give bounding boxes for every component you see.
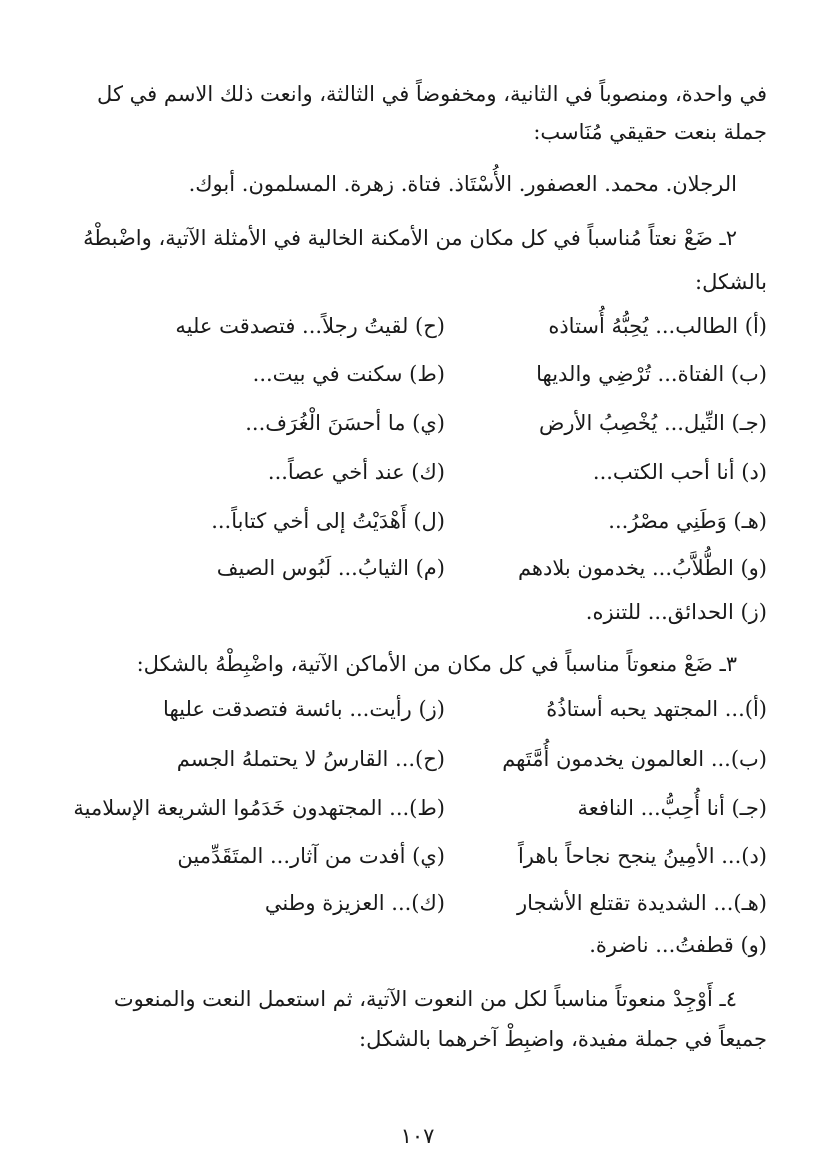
page-number: ١٠٧: [400, 1124, 435, 1148]
exercise-3-row: [67, 840, 767, 872]
exercise-2-item: (د) أنا أحب الكتب...: [592, 460, 767, 484]
exercise-3-item: (ي) أفدت من آثار... المتَقَدِّمين: [177, 844, 445, 868]
exercise-3-item: (و) قطفتُ... ناضرة.: [589, 933, 767, 957]
exercise-3-item: (جـ) أنا أُحِبُّ... النافعة: [577, 796, 767, 820]
exercise-4-line-1: ٤ـ أَوْجِدْ منعوتاً مناسباً لكل من النعوت الآتية، ثم استعمل النعت والمنعوت: [113, 987, 737, 1011]
exercise-2-row: [67, 552, 767, 584]
exercise-3-item: (هـ)... الشديدة تقتلع الأشجار: [517, 891, 767, 915]
exercise-2-row: [67, 505, 767, 537]
exercise-2-item: (ز) الحدائق... للتنزه.: [585, 600, 767, 624]
exercise-3-heading: ٣ـ ضَعْ منعوتاً مناسباً في كل مكان من الأماكن الآتية، واضْبِطْهُ بالشكل:: [136, 652, 737, 676]
exercise-3-item: (د)... الأمِينُ ينجح نجاحاً باهراً: [517, 844, 767, 868]
exercise-4-line-2: جميعاً في جملة مفيدة، واضبِطْ آخرهما بالشكل:: [359, 1027, 767, 1051]
exercise-2-item: (ي) ما أحسَنَ الْغُرَف...: [245, 411, 445, 435]
exercise-3-item: (ح)... القارسُ لا يحتملهُ الجسم: [176, 747, 445, 771]
exercise-3-item: (ك)... العزيزة وطني: [264, 891, 445, 915]
exercise-3-row: [67, 887, 767, 919]
exercise-2-row: [67, 310, 767, 342]
exercise-2-item: (ك) عند أخي عصاً...: [267, 460, 445, 484]
exercise-2-item: (ل) أَهْدَيْتُ إلى أخي كتاباً...: [211, 509, 445, 533]
exercise-3-row: [67, 693, 767, 725]
exercise-2-heading-line-2: بالشكل:: [695, 270, 767, 294]
exercise-2-item: (ب) الفتاة... تُرْضِي والديها: [536, 362, 767, 386]
exercise-2-item: (أ) الطالب... يُحِبُّهُ أُستاذه: [548, 314, 767, 338]
exercise-2-item: (ط) سكنت في بيت...: [252, 362, 445, 386]
exercise-2-item: (و) الطُّلاَّبُ... يخدمون بلادهم: [517, 556, 767, 580]
exercise-2-item: (ح) لقيتُ رجلاً... فتصدقت عليه: [175, 314, 445, 338]
exercise-3-item: (ب)... العالمون يخدمون أُمَّتَهم: [502, 747, 767, 771]
exercise-3-row: [67, 792, 767, 824]
exercise-3-item: (ط)... المجتهدون خَدَمُوا الشريعة الإسلامية: [73, 796, 445, 820]
exercise-2-item: (هـ) وَطَنِي مصْرُ...: [608, 509, 767, 533]
intro-line-2: جملة بنعت حقيقي مُنَاسب:: [533, 120, 767, 144]
exercise-3-item: (أ)... المجتهد يحبه أستاذُهُ: [546, 697, 767, 721]
intro-word-list: الرجلان. محمد. العصفور. الأُسْتَاذ. فتاة. زهرة. المسلمون. أبوك.: [188, 172, 737, 196]
exercise-3-item: (ز) رأيت... بائسة فتصدقت عليها: [163, 697, 445, 721]
intro-line-1: في واحدة، ومنصوباً في الثانية، ومخفوضاً في الثالثة، وانعت ذلك الاسم في كل: [97, 82, 767, 106]
exercise-2-item: (جـ) النِّيل... يُخْصِبُ الأرض: [539, 411, 767, 435]
exercise-2-row: [67, 407, 767, 439]
exercise-2-row: [67, 358, 767, 390]
exercise-2-row: [67, 596, 767, 628]
exercise-3-row: [67, 743, 767, 775]
exercise-2-row: [67, 456, 767, 488]
exercise-3-row: [67, 929, 767, 961]
exercise-2-item: (م) الثيابُ... لَبُوس الصيف: [216, 556, 445, 580]
exercise-2-heading-line-1: ٢ـ ضَعْ نعتاً مُناسباً في كل مكان من الأمكنة الخالية في الأمثلة الآتية، واضْبطْهُ: [83, 226, 737, 250]
